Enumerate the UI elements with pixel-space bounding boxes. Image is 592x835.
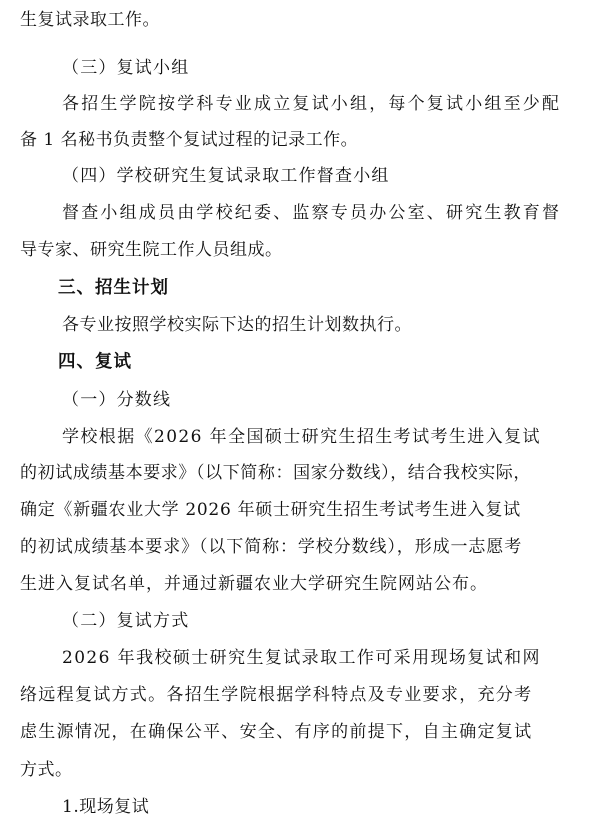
paragraph-line: 各招生学院按学科专业成立复试小组，每个复试小组至少配 — [62, 94, 562, 114]
paragraph-line: 备 1 名秘书负责整个复试过程的记录工作。 — [20, 130, 359, 150]
paragraph-line: 学校根据《2026 年全国硕士研究生招生考试考生进入复试 — [62, 427, 541, 447]
paragraph-line: 的初试成绩基本要求》（以下简称：学校分数线），形成一志愿考 — [20, 537, 523, 557]
section-heading-review-group: （三）复试小组 — [62, 58, 190, 78]
section-heading-enrollment-plan: 三、招生计划 — [58, 278, 169, 298]
section-heading-reexam: 四、复试 — [58, 352, 132, 372]
paragraph-line: 督查小组成员由学校纪委、监察专员办公室、研究生教育督 — [62, 203, 562, 223]
paragraph-line: 的初试成绩基本要求》（以下简称：国家分数线），结合我校实际， — [20, 463, 531, 483]
paragraph-line: 确定《新疆农业大学 2026 年硕士研究生招生考试考生进入复试 — [20, 500, 521, 520]
paragraph-line: 2026 年我校硕士研究生复试录取工作可采用现场复试和网 — [62, 648, 541, 668]
section-heading-supervision-group: （四）学校研究生复试录取工作督查小组 — [62, 166, 390, 186]
paragraph-line: 虑生源情况，在确保公平、安全、有序的前提下，自主确定复试 — [20, 722, 533, 742]
paragraph-line: 导专家、研究生院工作人员组成。 — [20, 240, 283, 260]
paragraph-line: 络远程复试方式。各招生学院根据学科特点及专业要求，充分考 — [20, 685, 533, 705]
section-heading-reexam-mode: （二）复试方式 — [62, 611, 190, 631]
paragraph-line: 各专业按照学校实际下达的招生计划数执行。 — [62, 315, 412, 335]
paragraph-line: 方式。 — [20, 760, 73, 780]
paragraph-continuation: 生复试录取工作。 — [20, 10, 160, 30]
section-heading-onsite-reexam: 1.现场复试 — [62, 797, 150, 817]
section-heading-score-line: （一）分数线 — [62, 390, 172, 410]
paragraph-line: 生进入复试名单，并通过新疆农业大学研究生院网站公布。 — [20, 574, 488, 594]
